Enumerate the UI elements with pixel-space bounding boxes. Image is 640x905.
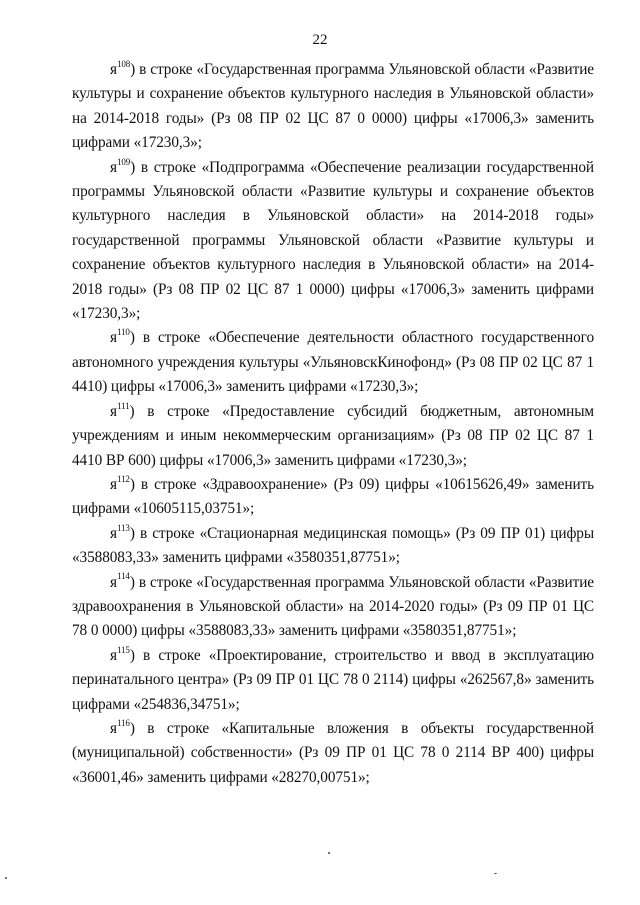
item-text: в строке «Подпрограмма «Обеспечение реализации государственной программы Ульяновской области «Развитие культуры и сохранение объектов культурного наследия в Ульяновской области» на 2014-2018 годы» государственной программы Ульяновской области «Развитие культуры и сохранение объектов культурного наследия в Ульяновской области» на 2014-2018 годы» (Рз 08 ПР 02 ЦС 87 1 0000) цифры «17006,3» заменить цифрами «17230,3»; bbox=[72, 158, 594, 323]
item-marker: $я^{109}$) bbox=[110, 156, 136, 176]
list-item bbox=[72, 571, 594, 644]
item-text: в строке «Проектирование, строительство и ввод в эксплуатацию перинатального центра» (Рз 09 ПР 01 ЦС 78 0 2114) цифры «262567,8» заменить цифрами «254836,34751»; bbox=[72, 646, 594, 713]
item-marker: $я^{116}$) bbox=[110, 717, 135, 737]
page-number: 22 bbox=[312, 32, 328, 48]
list-item bbox=[72, 156, 594, 327]
item-marker: $я^{113}$) bbox=[110, 522, 135, 542]
list-item bbox=[72, 644, 594, 717]
item-text: в строке «Обеспечение деятельности областного государственного автономного учреждения культуры «УльяновскКинофонд» (Рз 08 ПР 02 ЦС 87 1 4410) цифры «17006,3» заменить цифрами «17230,3»; bbox=[72, 329, 594, 396]
item-marker: $я^{112}$) bbox=[110, 473, 135, 493]
item-marker: $я^{111}$) bbox=[110, 400, 135, 420]
item-text: в строке «Предоставление субсидий бюджетным, автономным учреждениям и иным некоммерческим организациям» (Рз 08 ПР 02 ЦС 87 1 4410 ВР 600) цифры «17006,3» заменить цифрами «17230,3»; bbox=[72, 402, 594, 469]
scan-speck bbox=[328, 852, 330, 854]
item-text: в строке «Капитальные вложения в объекты государственной (муниципальной) собственности» (Рз 09 ПР 01 ЦС 78 0 2114 ВР 400) цифры «36001,46» заменить цифрами «28270,00751»; bbox=[72, 719, 594, 786]
list-item bbox=[72, 717, 594, 790]
item-text: в строке «Государственная программа Ульяновской области «Развитие здравоохранения в Ульяновской области» на 2014-2020 годы» (Рз 09 ПР 01 ЦС 78 0 0000) цифры «3588083,33» заменить цифрами «3580351,87751»; bbox=[72, 573, 594, 640]
list-item bbox=[72, 400, 594, 473]
list-item bbox=[72, 473, 594, 522]
list-item bbox=[72, 58, 594, 156]
item-text: в строке «Здравоохранение» (Рз 09) цифры «10615626,49» заменить цифрами «10605115,03751»; bbox=[72, 475, 594, 518]
item-marker: $я^{108}$) bbox=[110, 58, 136, 78]
document-body bbox=[72, 58, 594, 790]
item-marker: $я^{115}$) bbox=[110, 644, 135, 664]
item-text: в строке «Государственная программа Ульяновской области «Развитие культуры и сохранение объектов культурного наследия в Ульяновской области» на 2014-2018 годы» (Рз 08 ПР 02 ЦС 87 0 0000) цифры «17006,3» заменить цифрами «17230,3»; bbox=[72, 61, 594, 152]
item-marker: $я^{110}$) bbox=[110, 327, 135, 347]
list-item bbox=[72, 522, 594, 571]
scan-speck bbox=[494, 873, 497, 874]
item-marker: $я^{114}$) bbox=[110, 571, 135, 591]
scan-speck bbox=[5, 877, 7, 879]
item-text: в строке «Стационарная медицинская помощь» (Рз 09 ПР 01) цифры «3588083,33» заменить цифрами «3580351,87751»; bbox=[72, 524, 594, 567]
list-item bbox=[72, 326, 594, 399]
